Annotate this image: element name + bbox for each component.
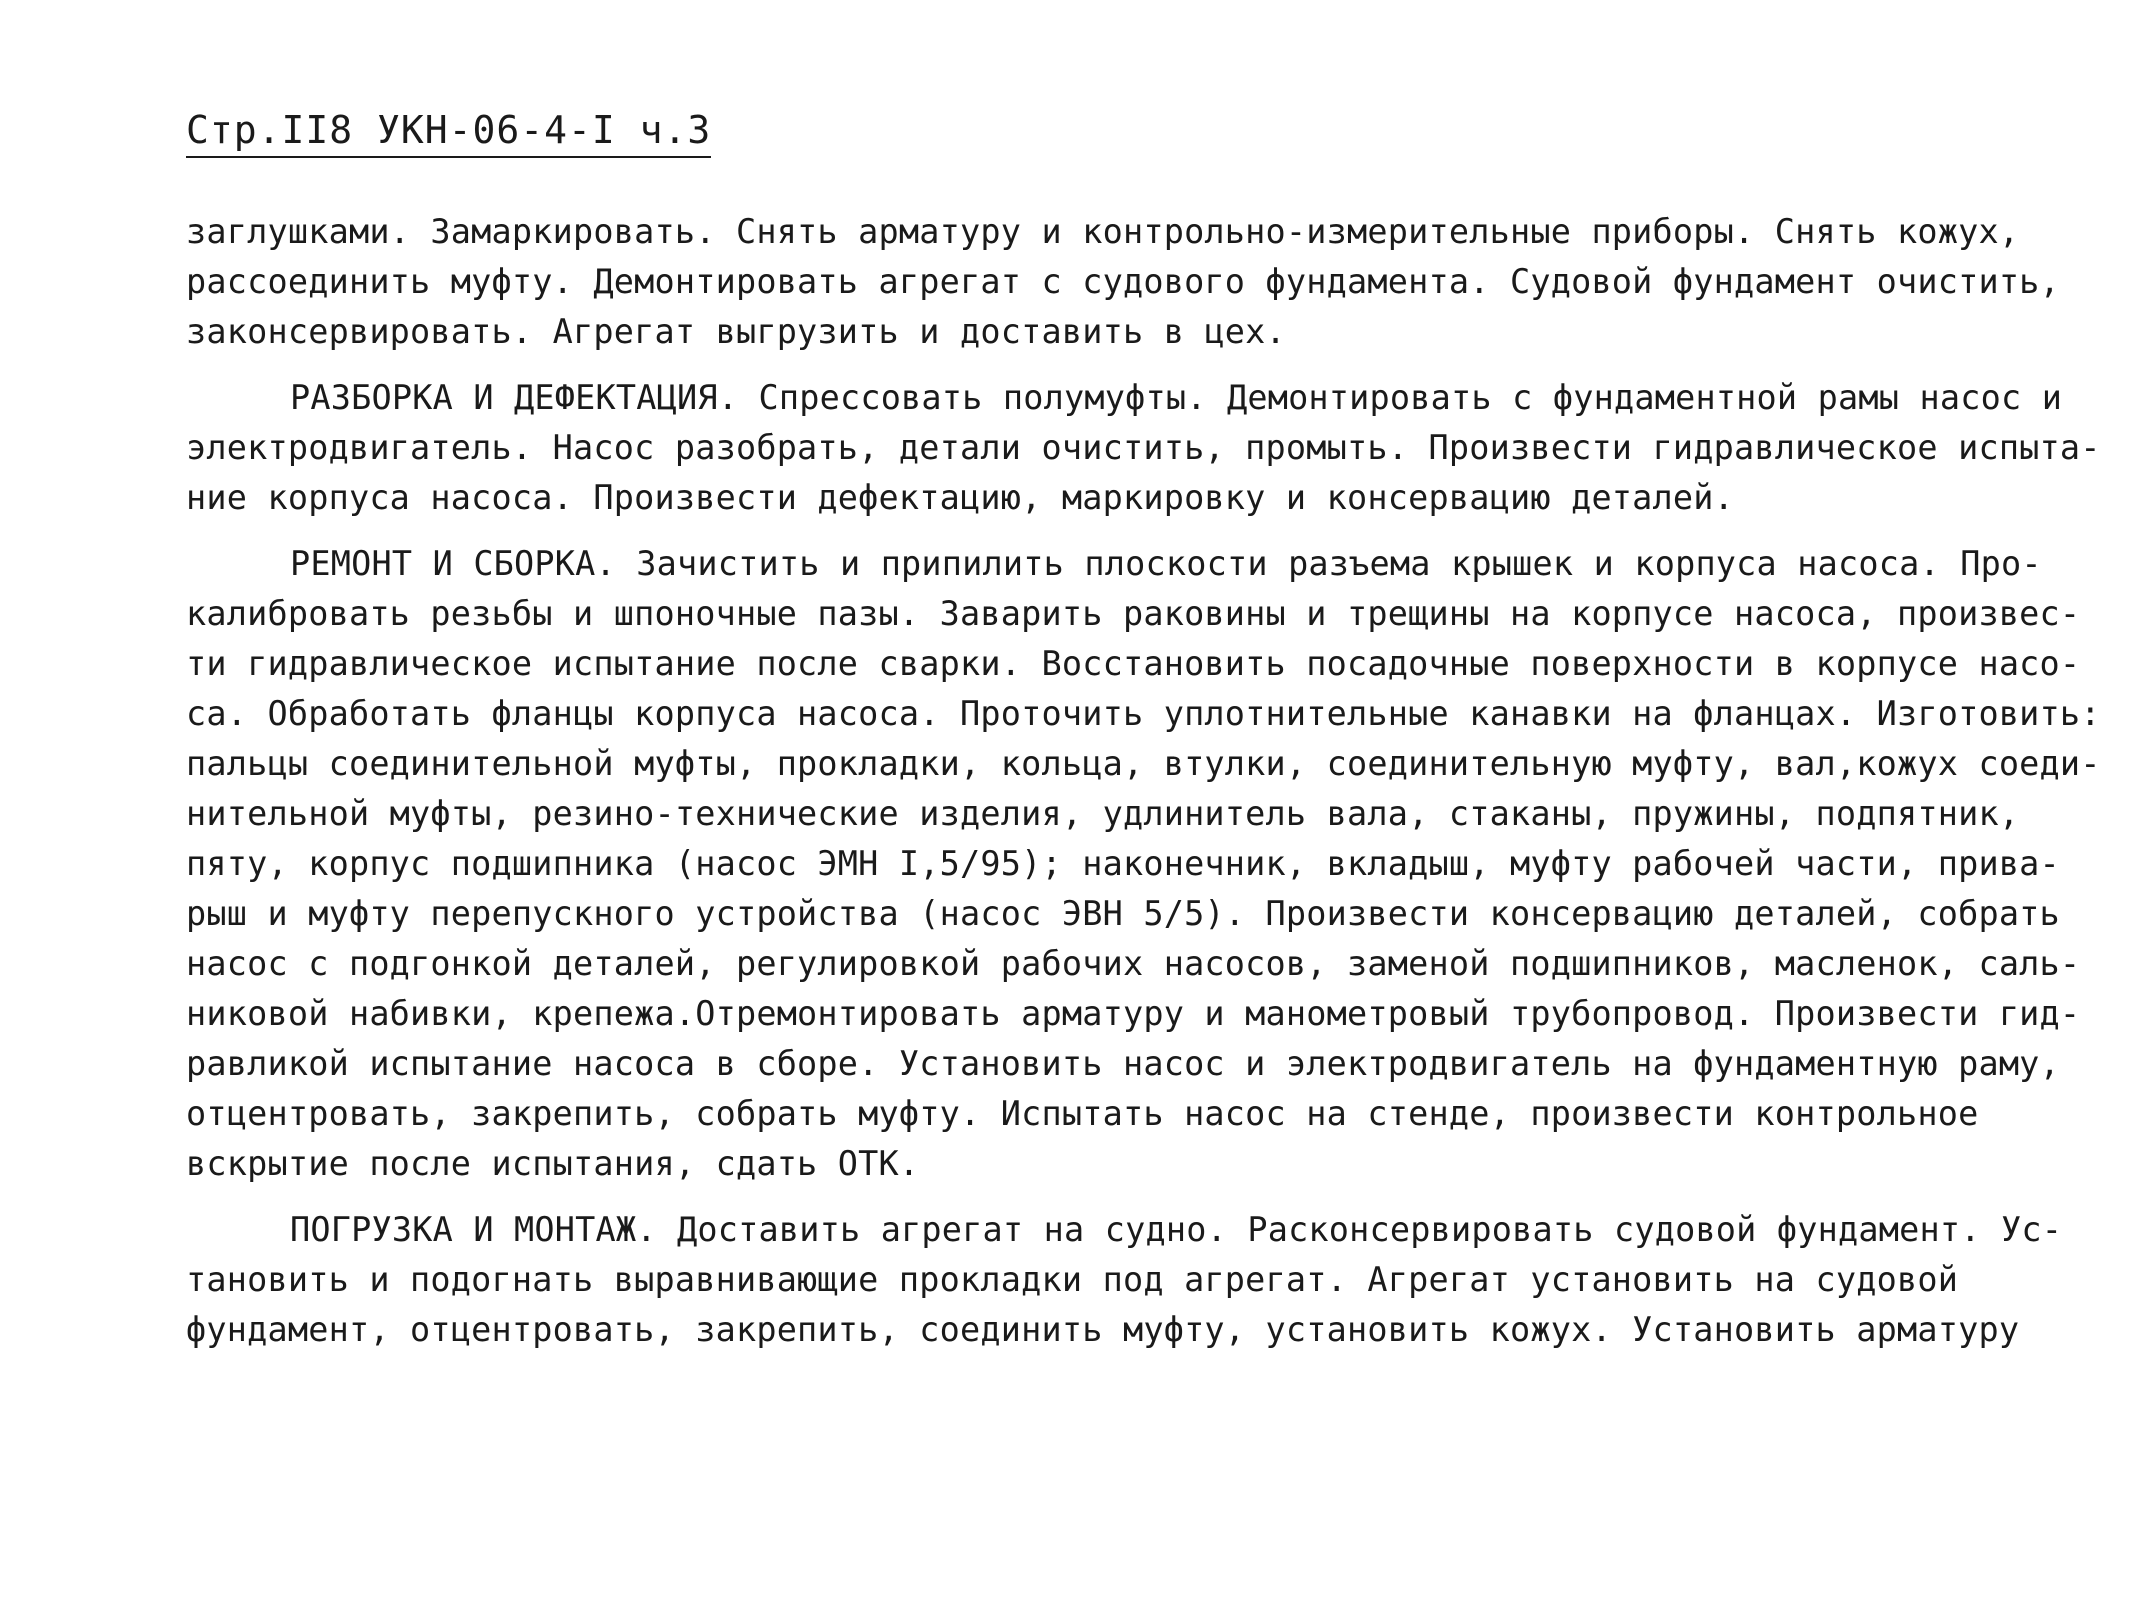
text-line: тановить и подогнать выравнивающие прокладки под агрегат. Агрегат установить на судовой bbox=[186, 1260, 1959, 1299]
paragraph-disassembly bbox=[186, 373, 2101, 523]
text-line: заглушками. Замаркировать. Снять арматуру и контрольно-измерительные приборы. Снять кожух, bbox=[186, 212, 2020, 251]
paragraph-repair bbox=[186, 539, 2101, 1189]
text-line: калибровать резьбы и шпоночные пазы. Заварить раковины и трещины на корпусе насоса, произвес- bbox=[186, 594, 2081, 633]
text-line: рассоединить муфту. Демонтировать агрегат с судового фундамента. Судовой фундамент очистить, bbox=[186, 262, 2060, 301]
page-header: Стр.II8 УКН-06-4-I ч.3 bbox=[186, 104, 711, 158]
document-body bbox=[186, 207, 2101, 1371]
text-line: электродвигатель. Насос разобрать, детали очистить, промыть. Произвести гидравлическое испыта- bbox=[186, 428, 2101, 467]
text-line: вскрытие после испытания, сдать ОТК. bbox=[186, 1144, 920, 1183]
text-line: са. Обработать фланцы корпуса насоса. Проточить уплотнительные канавки на фланцах. Изготовить: bbox=[186, 694, 2101, 733]
text-line: пяту, корпус подшипника (насос ЭМН I,5/95); наконечник, вкладыш, муфту рабочей части, прива- bbox=[186, 844, 2060, 883]
text-line: законсервировать. Агрегат выгрузить и доставить в цех. bbox=[186, 312, 1286, 351]
text-line: ПОГРУЗКА И МОНТАЖ. Доставить агрегат на судно. Расконсервировать судовой фундамент. Ус- bbox=[290, 1210, 2063, 1249]
text-line: рыш и муфту перепускного устройства (насос ЭВН 5/5). Произвести консервацию деталей, собрать bbox=[186, 894, 2060, 933]
text-line: ти гидравлическое испытание после сварки. Восстановить посадочные поверхности в корпусе насо- bbox=[186, 644, 2081, 683]
paragraph-loading-installation bbox=[186, 1205, 2086, 1355]
text-line: насос с подгонкой деталей, регулировкой рабочих насосов, заменой подшипников, масленок, саль- bbox=[186, 944, 2081, 983]
text-line: ние корпуса насоса. Произвести дефектацию, маркировку и консервацию деталей. bbox=[186, 478, 1735, 517]
text-line: отцентровать, закрепить, собрать муфту. Испытать насос на стенде, произвести контрольное bbox=[186, 1094, 1979, 1133]
text-line: фундамент, отцентровать, закрепить, соединить муфту, установить кожух. Установить арматуру bbox=[186, 1310, 2020, 1349]
text-line: РЕМОНТ И СБОРКА. Зачистить и припилить плоскости разъема крышек и корпуса насоса. Про- bbox=[290, 544, 2042, 583]
paragraph-removal bbox=[186, 207, 2086, 357]
text-line: пальцы соединительной муфты, прокладки, кольца, втулки, соединительную муфту, вал,кожух соеди- bbox=[186, 744, 2101, 783]
text-line: РАЗБОРКА И ДЕФЕКТАЦИЯ. Спрессовать полумуфты. Демонтировать с фундаментной рамы насос и bbox=[290, 378, 2063, 417]
text-line: равликой испытание насоса в сборе. Установить насос и электродвигатель на фундаментную раму, bbox=[186, 1044, 2060, 1083]
text-line: нительной муфты, резино-технические изделия, удлинитель вала, стаканы, пружины, подпятник, bbox=[186, 794, 2020, 833]
text-line: никовой набивки, крепежа.Отремонтировать арматуру и манометровый трубопровод. Произвести гид- bbox=[186, 994, 2081, 1033]
